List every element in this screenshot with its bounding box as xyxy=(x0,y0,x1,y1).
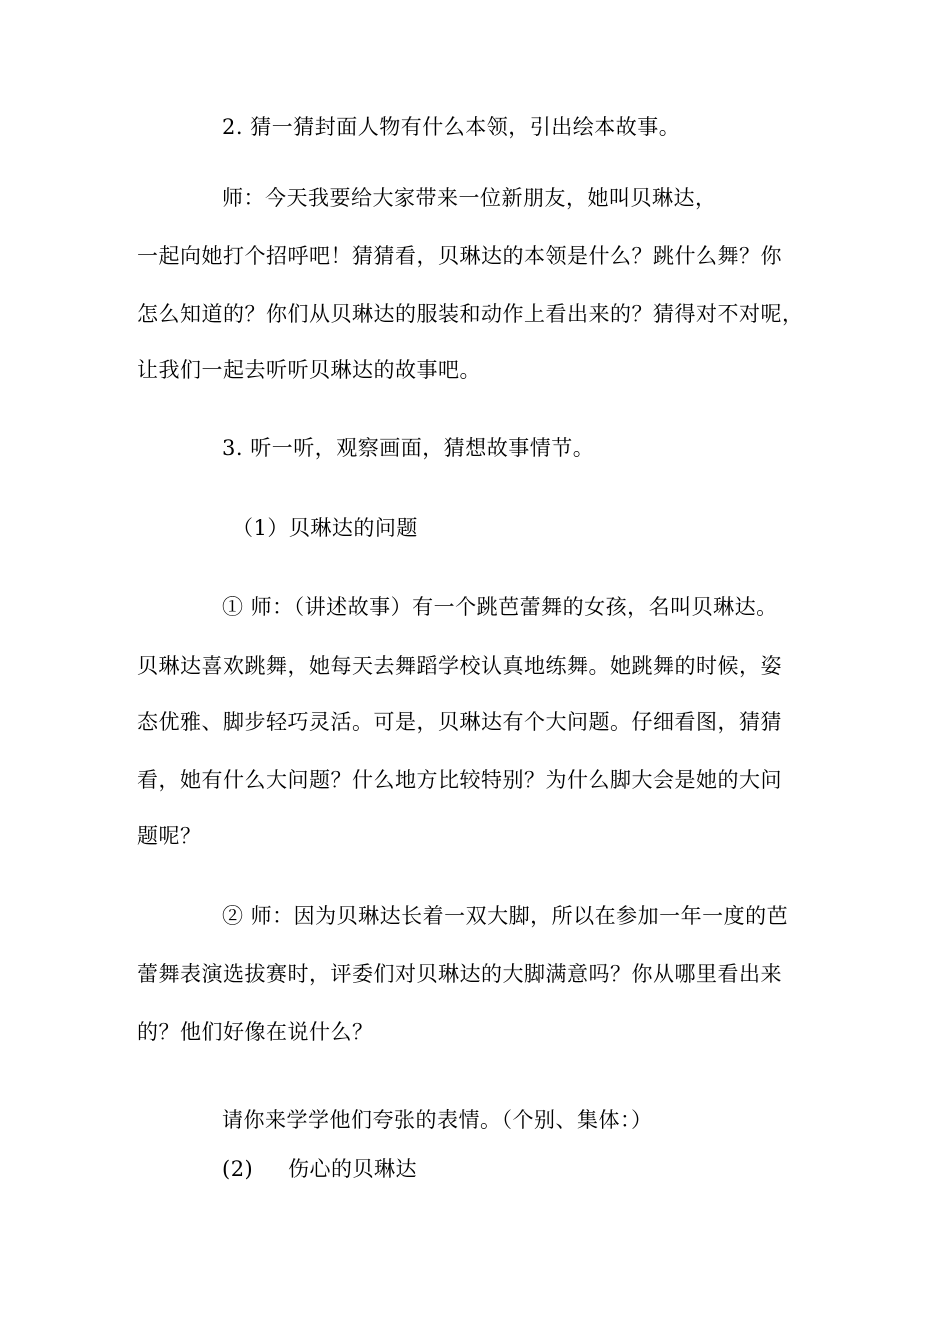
paragraph-line: 的？他们好像在说什么？ xyxy=(137,1020,374,1044)
paragraph-line: 看，她有什么大问题？什么地方比较特别？为什么脚大会是她的大问 xyxy=(137,768,782,792)
paragraph-line: ① 师：（讲述故事）有一个跳芭蕾舞的女孩，名叫贝琳达。 xyxy=(222,595,778,619)
paragraph-line: 师：今天我要给大家带来一位新朋友，她叫贝琳达， xyxy=(222,186,717,210)
paragraph-line: 请你来学学他们夸张的表情。（个别、集体：） xyxy=(222,1108,653,1132)
paragraph-line: 一起向她打个招呼吧！猜猜看，贝琳达的本领是什么？跳什么舞？你 xyxy=(137,244,782,268)
paragraph-line: 让我们一起去听听贝琳达的故事吧。 xyxy=(137,358,481,382)
paragraph-line: 贝琳达喜欢跳舞，她每天去舞蹈学校认真地练舞。她跳舞的时候，姿 xyxy=(137,654,782,678)
subsection-title: 伤心的贝琳达 xyxy=(288,1157,417,1181)
paragraph-line: 怎么知道的？你们从贝琳达的服装和动作上看出来的？猜得对不对呢， xyxy=(137,302,804,326)
section-heading-2: 2. 猜一猜封面人物有什么本领，引出绘本故事。 xyxy=(222,115,681,139)
paragraph-line: ② 师：因为贝琳达长着一双大脚，所以在参加一年一度的芭 xyxy=(222,904,789,928)
paragraph-line: 态优雅、脚步轻巧灵活。可是，贝琳达有个大问题。仔细看图，猜猜 xyxy=(137,710,782,734)
paragraph-line: 蕾舞表演选拔赛时，评委们对贝琳达的大脚满意吗？你从哪里看出来 xyxy=(137,962,782,986)
subsection-number: (2) xyxy=(222,1157,254,1181)
subsection-heading-2 xyxy=(222,1155,417,1183)
subsection-heading-1: （1）贝琳达的问题 xyxy=(232,516,418,540)
paragraph-line: 题呢？ xyxy=(137,824,202,848)
section-heading-3: 3. 听一听，观察画面，猜想故事情节。 xyxy=(222,436,595,460)
